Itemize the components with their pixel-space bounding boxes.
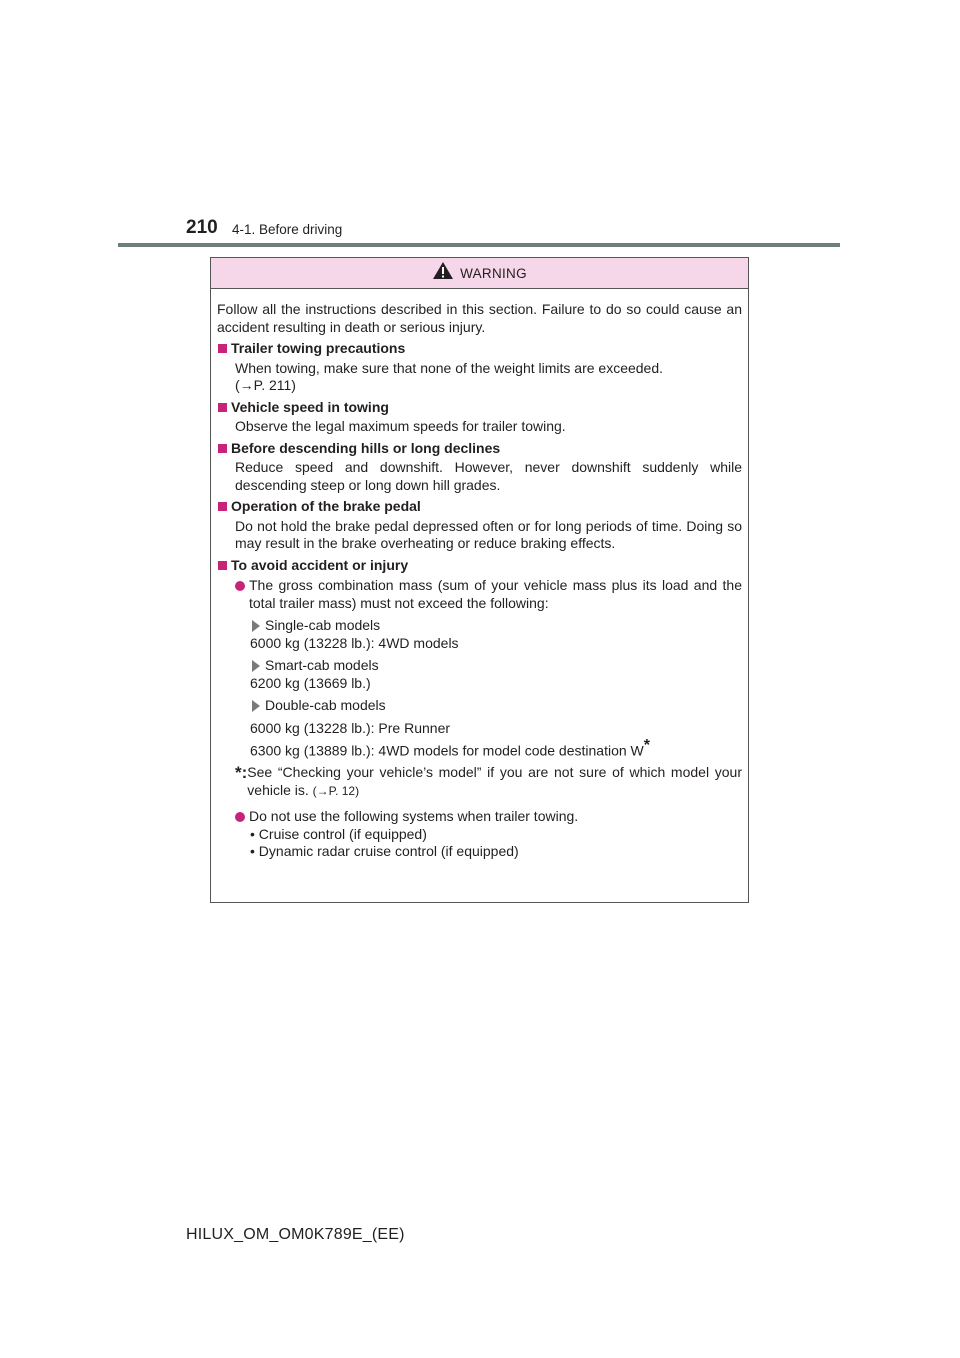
page-reference: (→P. 12): [312, 783, 360, 798]
model-double-cab: [217, 697, 742, 715]
system-item-cruise-control: • Cruise control (if equipped): [250, 825, 427, 842]
systems-bullet: [217, 808, 742, 826]
triangle-bullet-icon: [252, 620, 260, 632]
model-value: 6000 kg (13228 lb.): 4WD models: [250, 634, 459, 651]
square-bullet-icon: [218, 502, 227, 511]
systems-text: Do not use the following systems when trailer towing.: [249, 808, 579, 825]
warning-item-brake-pedal: [217, 498, 742, 553]
note-mark: *:: [235, 763, 248, 783]
item-title: To avoid accident or injury: [231, 556, 409, 573]
item-text: Do not hold the brake pedal depressed often or for long periods of time. Doing so may result in the brake overheating or reduce braking effects.: [235, 517, 742, 551]
model-single-cab: [217, 617, 742, 635]
model-value: [217, 720, 742, 761]
warning-item-trailer-precautions: [217, 340, 742, 395]
warning-body: [211, 289, 748, 861]
model-label: Double-cab models: [265, 697, 386, 713]
section-title: 4-1. Before driving: [232, 222, 343, 237]
double-value-2: 6300 kg (13889 lb.): 4WD models for model code destination W: [250, 742, 644, 759]
gcm-bullet: [217, 577, 742, 612]
warning-triangle-icon: [432, 261, 454, 285]
footer-doc-code: HILUX_OM_OM0K789E_(EE): [186, 1226, 405, 1243]
item-title: Operation of the brake pedal: [231, 498, 421, 514]
warning-box: [210, 257, 749, 903]
round-bullet-icon: [235, 812, 245, 822]
warning-item-descending-hills: [217, 440, 742, 495]
square-bullet-icon: [218, 403, 227, 412]
square-bullet-icon: [218, 344, 227, 353]
warning-header: [211, 258, 748, 289]
item-text: When towing, make sure that none of the weight limits are exceeded.: [235, 359, 664, 376]
square-bullet-icon: [218, 444, 227, 453]
model-smart-cab: [217, 657, 742, 675]
square-bullet-icon: [218, 561, 227, 570]
item-title: Trailer towing precautions: [231, 340, 406, 356]
item-title: Vehicle speed in towing: [231, 398, 389, 415]
item-title: Before descending hills or long declines: [231, 439, 501, 456]
page-number: 210: [186, 217, 218, 238]
triangle-bullet-icon: [252, 660, 260, 672]
asterisk-mark: *: [643, 737, 650, 754]
header-rule: [118, 243, 840, 247]
round-bullet-icon: [235, 581, 245, 591]
warning-item-avoid-accident: [217, 557, 742, 861]
item-text: Observe the legal maximum speeds for trailer towing.: [235, 418, 566, 434]
gcm-text: The gross combination mass (sum of your vehicle mass plus its load and the total trailer mass) must not exceed the following:: [249, 577, 742, 611]
double-value-1: 6000 kg (13228 lb.): Pre Runner: [250, 719, 451, 736]
triangle-bullet-icon: [252, 700, 260, 712]
model-label: Single-cab models: [265, 617, 381, 633]
note-text: See “Checking your vehicle’s model” if you are not sure of which model your vehicle is. (→P. 12): [247, 764, 742, 798]
system-item-radar-cruise-control: • Dynamic radar cruise control (if equipped): [250, 843, 519, 860]
page-reference: (→P. 211): [235, 377, 296, 393]
model-value: 6200 kg (13669 lb.): [250, 674, 371, 691]
warning-item-vehicle-speed: [217, 399, 742, 436]
item-text: Reduce speed and downshift. However, never downshift suddenly while descending steep or long down hill grades.: [235, 459, 742, 493]
warning-intro: Follow all the instructions described in this section. Failure to do so could cause an accident resulting in death or serious injury.: [217, 301, 742, 335]
warning-title: WARNING: [460, 265, 527, 281]
model-label: Smart-cab models: [265, 657, 379, 673]
model-note: [217, 764, 742, 800]
